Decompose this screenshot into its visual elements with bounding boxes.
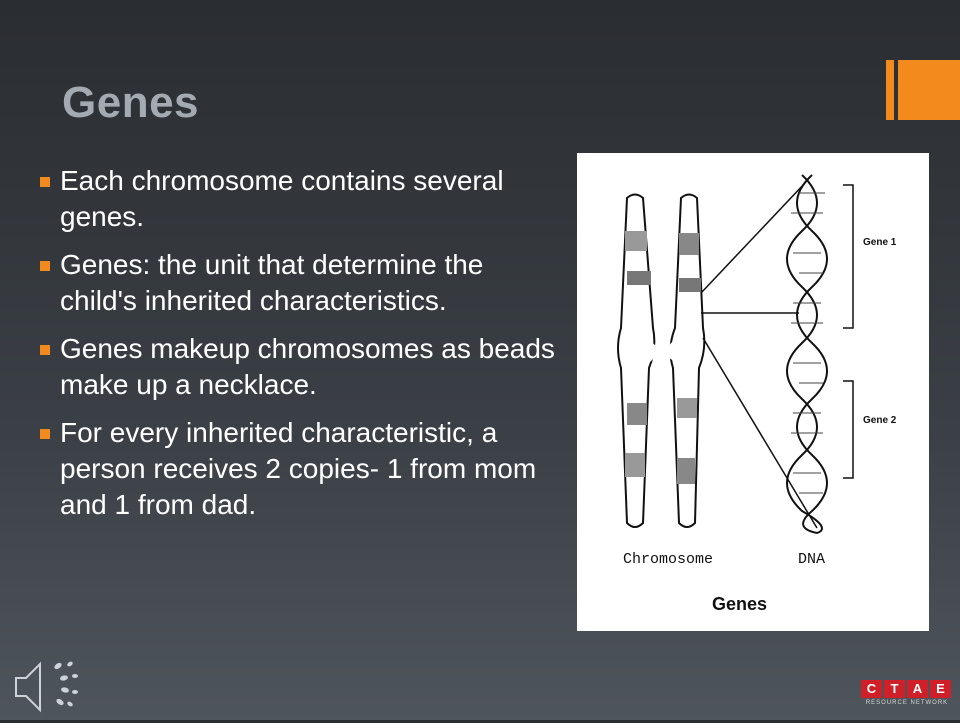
gene-2-label: Gene 2 (863, 415, 897, 426)
square-bullet-icon (40, 261, 50, 271)
chromosome-drawing (618, 195, 704, 528)
dna-helix (787, 175, 827, 533)
logo-letter: C (861, 680, 882, 698)
gene-brackets (843, 185, 853, 478)
accent-bar-thick (898, 60, 960, 120)
bullet-item (38, 247, 563, 319)
bullet-text: Genes: the unit that determine the child's inherited characteristics. (60, 249, 484, 316)
figure-caption: Genes (712, 594, 768, 614)
speaker-icon[interactable] (12, 656, 82, 723)
square-bullet-icon (40, 429, 50, 439)
logo-letter: E (930, 680, 951, 698)
gene-1-label: Gene 1 (863, 237, 897, 248)
bullet-text: Genes makeup chromosomes as beads make up a necklace. (60, 333, 555, 400)
logo-subtitle: RESOURCE NETWORK (865, 700, 949, 706)
ctae-logo (861, 680, 953, 706)
square-bullet-icon (40, 177, 50, 187)
slide-title: Genes (62, 78, 200, 127)
bullet-text: For every inherited characteristic, a person receives 2 copies- 1 from mom and 1 from dad. (60, 417, 537, 520)
accent-bar-thin (886, 60, 894, 120)
genes-diagram (577, 153, 929, 631)
square-bullet-icon (40, 345, 50, 355)
dna-label: DNA (798, 551, 826, 568)
bullet-item (38, 331, 563, 403)
bullet-list (38, 163, 563, 535)
bullet-item (38, 163, 563, 235)
bullet-item (38, 415, 563, 523)
logo-letter: A (907, 680, 928, 698)
chromosome-label: Chromosome (623, 551, 714, 568)
logo-letter: T (884, 680, 905, 698)
bullet-text: Each chromosome contains several genes. (60, 165, 504, 232)
